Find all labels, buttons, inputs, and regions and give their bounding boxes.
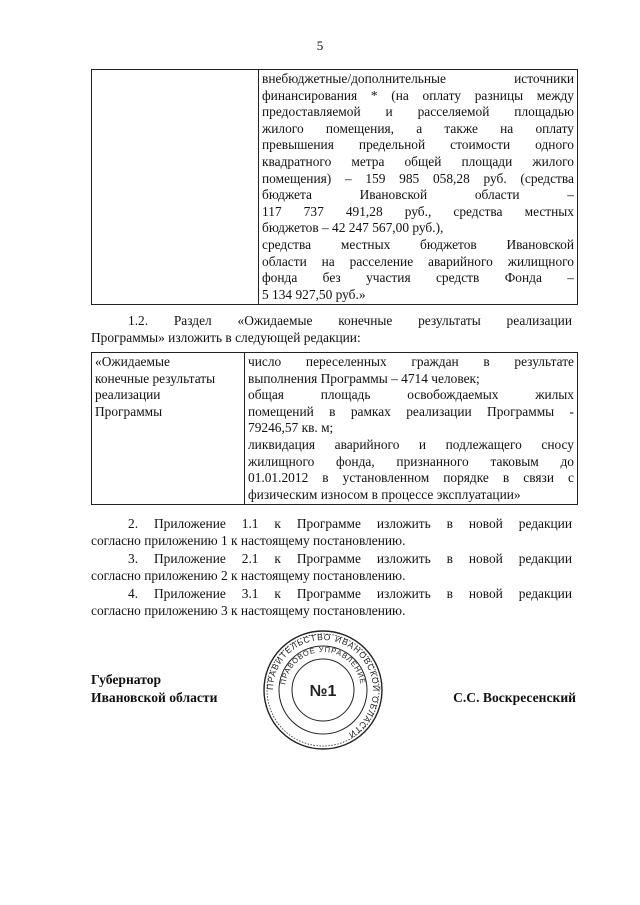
paragraph-4 [91,586,572,619]
table-line: средства местных бюджетов Ивановской [262,236,574,252]
paragraph-line: согласно приложению 1 к настоящему постановлению. [91,532,406,548]
table-line: жилищного фонда, признанного таковым до [248,453,574,469]
table-line: 01.01.2012 в установленном порядке в связи с [248,470,574,486]
table-line: ликвидация аварийного и подлежащего сносу [248,436,574,452]
table-line: выполнения Программы – 4714 человек; [248,370,480,386]
table-line: бюджета Ивановской области – [262,187,574,203]
paragraph-line: 4. Приложение 3.1 к Программе изложить в новой редакции [128,586,572,601]
table-line: число переселенных граждан в результате [248,354,574,369]
table-line: 5 134 927,50 руб.» [262,286,366,302]
results-cell [245,353,578,505]
table-line: 79246,57 кв. м; [248,420,334,436]
paragraph-2 [91,516,572,549]
table-line: квадратного метра общей площади жилого [262,153,574,169]
table-line: конечные результаты [95,370,216,386]
paragraph-line: согласно приложению 3 к настоящему постановлению. [91,602,406,618]
financing-table [91,69,578,305]
paragraph-line: согласно приложению 2 к настоящему постановлению. [91,567,406,583]
table-line: внебюджетные/дополнительные источники [262,71,574,86]
table-line: помещения) – 159 985 058,28 руб. (средства [262,170,574,186]
stamp-inner-text: ПРАВОВОЕ УПРАВЛЕНИЕ [278,644,368,686]
table-line: общая площадь освобождаемых жилых [248,387,574,403]
page-number: 5 [316,38,324,53]
table-line: бюджетов – 42 247 567,00 руб.), [262,220,444,236]
paragraph-line: 3. Приложение 2.1 к Программе изложить в новой редакции [128,551,572,566]
table-line: предоставляемой и расселяемой площадью [262,104,574,120]
signatory-name: С.С. Воскресенский [453,690,576,705]
expected-results-table [91,352,578,505]
table-line: фонда без участия средств Фонда – [262,270,574,286]
table-line: превышения предельной стоимости одного [262,137,574,153]
stamp-number: №1 [309,683,337,700]
paragraph-1-2 [91,313,572,346]
paragraph-line: 2. Приложение 1.1 к Программе изложить в новой редакции [128,516,572,531]
table-line: жилого помещения, а также на оплату [262,120,574,136]
table-line: финансирования * (на оплату разницы между [262,87,574,103]
paragraph-3 [91,551,572,584]
table-line: Программы [95,403,163,419]
table-row [92,353,578,505]
table-line: области на расселение аварийного жилищного [262,253,574,269]
signatory-title-line: Губернатор [91,672,162,687]
table-line: физическим износом в процессе эксплуатации» [248,486,521,502]
table-line: реализации [95,387,161,403]
table-line: 117 737 491,28 руб., средства местных [262,203,574,219]
table-line: «Ожидаемые [95,354,170,369]
table-cell-empty [92,70,259,305]
section-title-cell [92,353,245,505]
signatory-title [91,671,217,707]
paragraph-line: Программы» изложить в следующей редакции: [91,329,361,345]
table-line: помещений в рамках реализации Программы - [248,403,574,419]
table-row [92,70,578,305]
paragraph-line: 1.2. Раздел «Ожидаемые конечные результаты реализации [128,313,572,328]
stamp-outer-text: ПРАВИТЕЛЬСТВО ИВАНОВСКОЙ ОБЛАСТИ [264,631,382,741]
signatory-title-line: Ивановской области [91,690,218,705]
official-stamp [262,628,384,752]
financing-sources-cell [259,70,578,305]
